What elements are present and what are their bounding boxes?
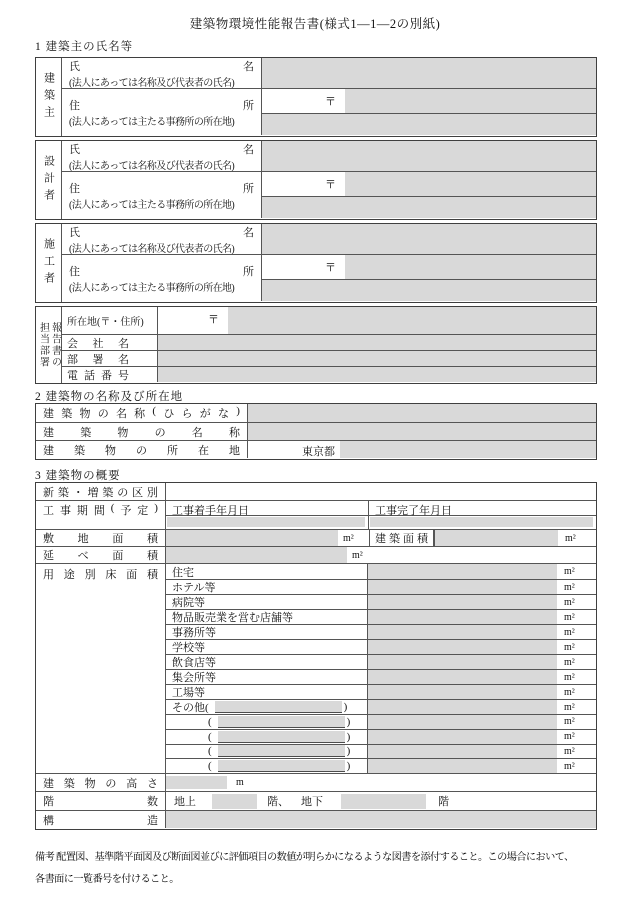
site-area-unit: m² [343,533,354,544]
building-location-label: 建 築 物 の 所 在 地 [36,441,248,458]
department-block [35,306,597,384]
postal-mark: 〒 [325,179,336,191]
use-area-unit: m² [564,656,575,668]
use-label: ホテル等 [166,580,368,594]
dept-postal-input[interactable] [158,307,228,334]
other-use-name-input[interactable] [218,760,345,772]
owner-address-input-2[interactable] [262,113,596,135]
contractor-address-input[interactable] [345,255,596,279]
construction-start-label: 工事着手年月日 [166,501,368,516]
use-area-unit: m² [564,701,575,713]
use-area-unit: m² [564,611,575,623]
use-area-unit: m² [564,731,575,743]
dept-name-label: 部 署 名 [62,351,158,366]
use-label: 物品販売業を営む店舗等 [166,610,368,624]
dept-phone-label: 電 話 番 号 [62,367,158,382]
building-kana-label: 建 築 物 の 名 称 ( ひ ら が な ) [36,404,248,422]
use-area-unit: m² [564,716,575,728]
use-area-unit: m² [564,760,575,772]
building-location-prefix[interactable]: 東京都 [302,446,335,458]
use-area-input[interactable] [368,655,557,669]
contractor-name-input[interactable] [262,224,596,254]
contractor-address-input-2[interactable] [262,279,596,301]
floors-unit-mid: 階、 [267,796,289,808]
building-name-input[interactable] [248,423,596,440]
owner-role-label: 建築主 [36,58,62,136]
designer-name-label: 氏 名 (法人にあっては名称及び代表者の氏名) [62,141,262,171]
dept-phone-input[interactable] [158,367,596,382]
remark-line-1: 備考 配置図、基準階平面図及び断面図並びに評価項目の数値が明らかになるような図書を添付すること。この場合において、 [35,852,574,863]
use-label: 飲食店等 [166,655,368,669]
use-area-unit: m² [564,686,575,698]
floors-label: 階 数 [36,792,166,810]
other-use-label: ( ) [166,759,368,773]
owner-block [35,57,597,137]
designer-address-input[interactable] [345,172,596,196]
other-use-label: その他( ) [166,700,368,714]
use-area-input[interactable] [368,685,557,699]
above-ground-label: 地上 [174,796,196,808]
total-area-input[interactable] [166,547,347,563]
remark-line-2: 各書面に一覧番号を付けること。 [35,874,179,885]
other-use-name-input[interactable] [215,701,342,713]
other-use-label: ( ) [166,730,368,744]
contractor-address-label: 住 所 (法人にあっては主たる事務所の所在地) [62,255,262,301]
page-title: 建築物環境性能報告書(様式1―1―2の別紙) [189,17,441,31]
below-ground-label: 地下 [301,796,323,808]
use-label: 事務所等 [166,625,368,639]
other-use-label: ( ) [166,715,368,729]
construction-end-label: 工事完了年月日 [369,501,596,516]
use-area-input[interactable] [368,670,557,684]
total-area-unit: m² [352,550,363,561]
other-use-label: ( ) [166,745,368,759]
use-area-input[interactable] [368,625,557,639]
section3-heading: 3 建築物の概要 [35,470,121,482]
use-area-unit: m² [564,626,575,638]
building-area-label: 建 築 面 積 [369,530,434,546]
designer-postal-input[interactable] [262,172,345,196]
use-area-input[interactable] [368,640,557,654]
use-label: 住宅 [166,564,368,579]
other-use-name-input[interactable] [218,731,345,743]
postal-mark: 〒 [325,96,336,108]
postal-mark: 〒 [325,262,336,274]
use-area-unit: m² [564,596,575,608]
designer-role-label: 設計者 [36,141,62,219]
dept-company-input[interactable] [158,335,596,350]
building-area-unit: m² [565,533,576,544]
height-unit: m [236,777,244,788]
structure-input[interactable] [166,811,596,828]
other-use-area-input[interactable] [368,759,557,773]
use-area-input[interactable] [368,610,557,624]
construction-start-input[interactable] [167,517,365,527]
building-name-table [35,403,597,460]
use-area-unit: m² [564,566,575,577]
designer-address-input-2[interactable] [262,196,596,218]
use-area-label: 用 途 別 床 面 積 [36,564,166,773]
owner-name-label: 氏 名 (法人にあっては名称及び代表者の氏名) [62,58,262,88]
use-label: 学校等 [166,640,368,654]
use-area-unit: m² [564,745,575,757]
use-label: 集会所等 [166,670,368,684]
other-use-area-input[interactable] [368,745,557,759]
building-overview-table [35,482,597,830]
department-role-label: 報告書の 担当部署 [36,307,62,383]
use-area-unit: m² [564,641,575,653]
site-area-input[interactable] [166,530,338,546]
building-kana-input[interactable] [248,404,596,422]
use-area-input[interactable] [368,580,557,594]
category-input[interactable] [166,483,596,500]
other-use-name-input[interactable] [218,716,345,728]
contractor-name-label: 氏 名 (法人にあっては名称及び代表者の氏名) [62,224,262,254]
use-label: 病院等 [166,595,368,609]
designer-address-label: 住 所 (法人にあっては主たる事務所の所在地) [62,172,262,218]
floors-above-input[interactable] [212,794,257,809]
owner-address-input[interactable] [345,89,596,113]
owner-name-input[interactable] [262,58,596,88]
owner-postal-input[interactable] [262,89,345,113]
use-area-input[interactable] [368,564,557,579]
section1-heading: 1 建築主の氏名等 [35,41,134,53]
other-use-name-input[interactable] [218,745,345,757]
owner-address-label: 住 所 (法人にあっては主たる事務所の所在地) [62,89,262,135]
other-use-area-input[interactable] [368,715,557,729]
contractor-postal-input[interactable] [262,255,345,279]
contractor-block [35,223,597,303]
building-area-input[interactable] [435,530,558,546]
other-use-area-input[interactable] [368,730,557,744]
total-area-label: 延 べ 面 積 [36,547,166,563]
dept-company-label: 会 社 名 [62,335,158,350]
designer-block [35,140,597,220]
dept-location-label: 所在地(〒・住所) [62,307,158,334]
height-label: 建 築 物 の 高 さ [36,774,166,791]
postal-mark: 〒 [208,314,219,326]
floors-below-input[interactable] [341,794,426,809]
period-label: 工 事 期 間 ( 予 定 ) [36,501,166,529]
site-area-label: 敷 地 面 積 [36,530,166,546]
construction-end-input[interactable] [370,517,593,527]
use-label: 工場等 [166,685,368,699]
section2-heading: 2 建築物の名称及び所在地 [35,391,184,403]
structure-label: 構 造 [36,811,166,828]
other-use-area-input[interactable] [368,700,557,714]
contractor-role-label: 施工者 [36,224,62,302]
dept-location-input[interactable] [228,307,596,334]
use-area-input[interactable] [368,595,557,609]
building-location-input[interactable] [340,441,596,458]
remark-note [35,847,597,891]
use-area-unit: m² [564,671,575,683]
floors-unit-end: 階 [438,796,449,808]
designer-name-input[interactable] [262,141,596,171]
dept-name-input[interactable] [158,351,596,366]
building-name-label: 建 築 物 の 名 称 [36,423,248,440]
height-input[interactable] [166,776,227,789]
use-area-unit: m² [564,581,575,593]
category-label: 新 築 ・ 増 築 の 区 別 [36,483,166,500]
